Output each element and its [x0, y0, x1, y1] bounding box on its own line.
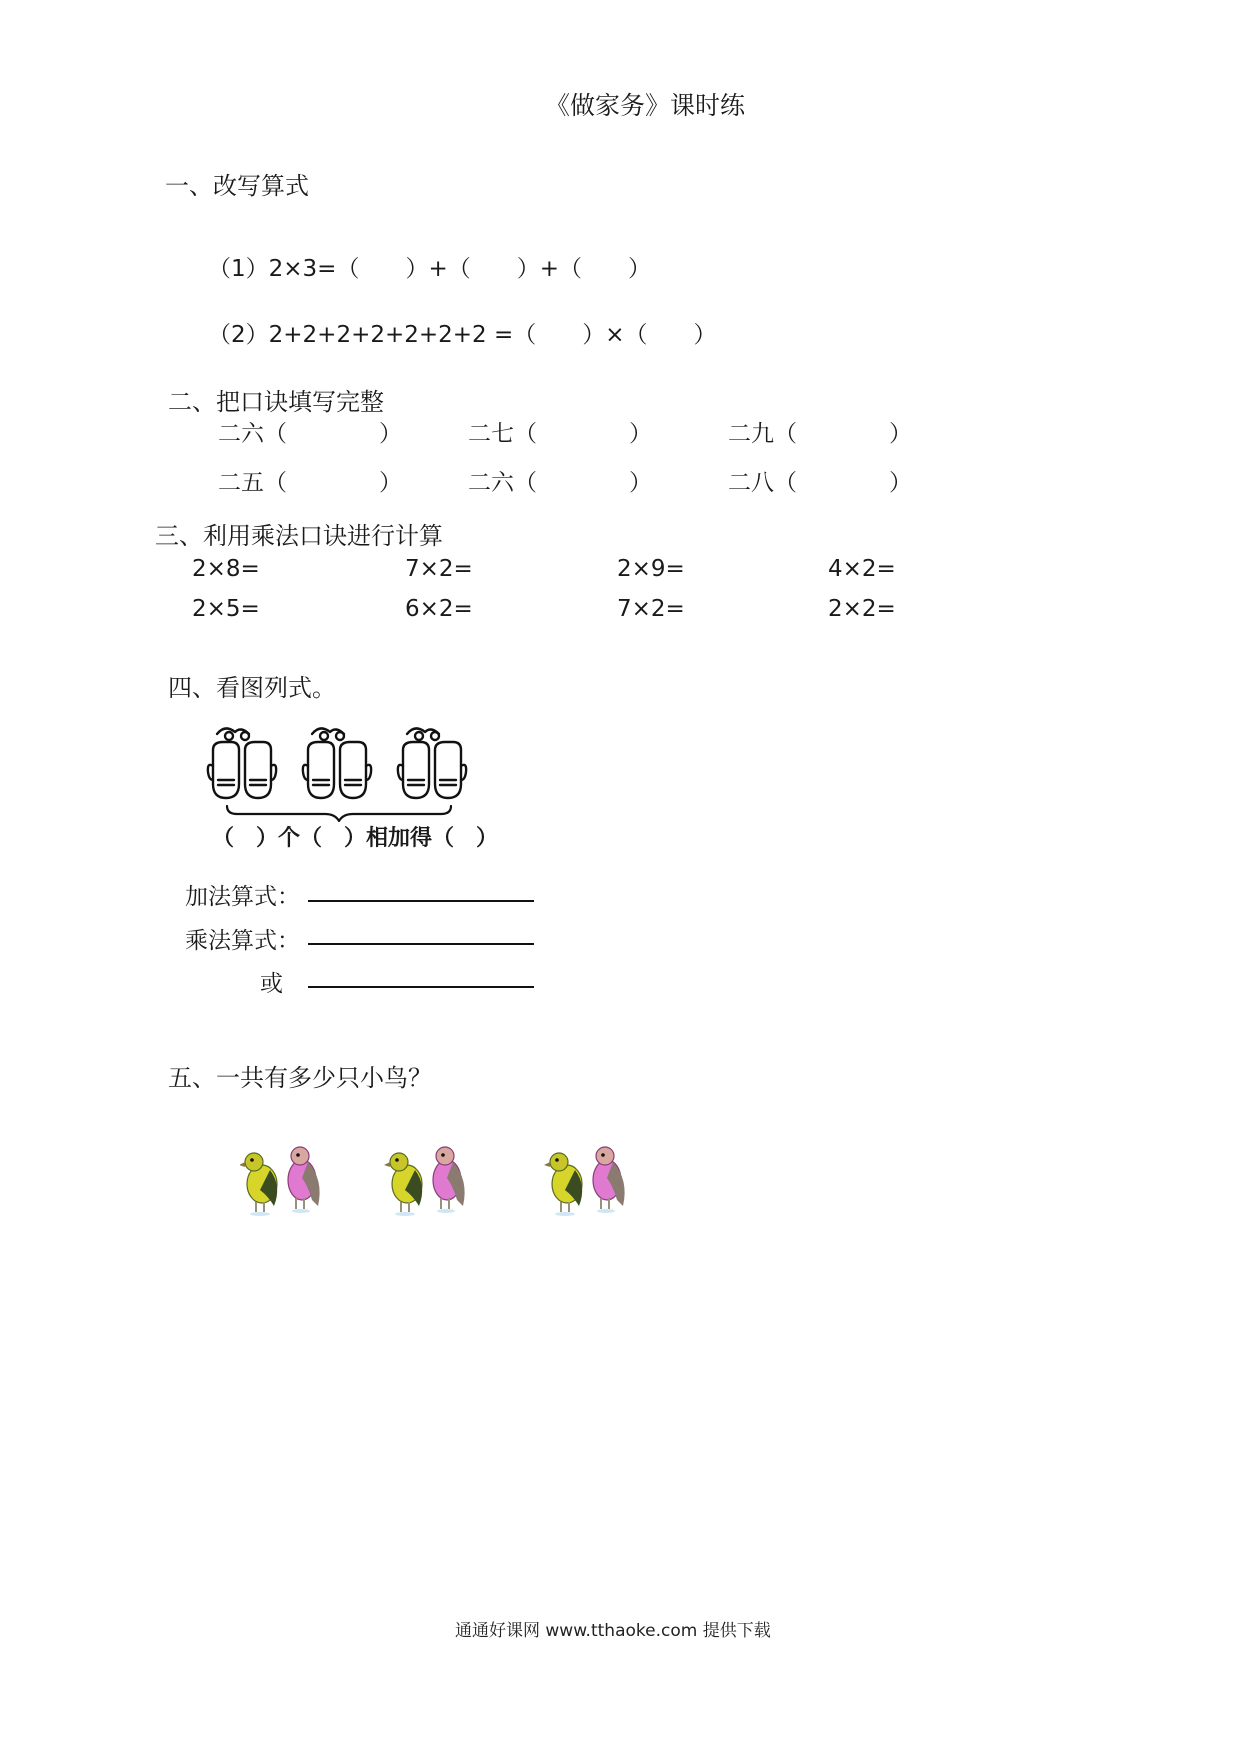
- footer-text: 通通好课网 www.tthaoke.com 提供下载: [455, 1621, 771, 1641]
- or-label: 或: [260, 971, 283, 997]
- question-1-1: （1）2×3=（ ）+（ ）+（ ）: [208, 256, 651, 282]
- bird-pair: [384, 1147, 465, 1216]
- addition-label: 加法算式：: [185, 884, 300, 910]
- calc-item: 2×2=: [828, 596, 896, 622]
- question-1-2: （2）2+2+2+2+2+2+2 =（ ）×（ ）: [208, 322, 717, 348]
- multiplication-answer-line[interactable]: [308, 943, 534, 945]
- calc-item: 2×5=: [192, 596, 260, 622]
- mitten-pair: [208, 728, 276, 798]
- calc-item: 7×2=: [617, 596, 685, 622]
- calc-item: 4×2=: [828, 556, 896, 582]
- bird-pair: [544, 1147, 625, 1216]
- rhyme-item: 二八（ ）: [728, 470, 912, 496]
- bird-pair: [240, 1147, 320, 1216]
- section-1-heading: 一、改写算式: [165, 172, 309, 200]
- birds-illustration: [240, 1140, 640, 1220]
- picture-caption: （ ）个（ ）相加得（ ）: [212, 826, 499, 851]
- calc-item: 2×9=: [617, 556, 685, 582]
- mittens-illustration: [205, 722, 475, 822]
- page-title: 《做家务》课时练: [545, 91, 746, 120]
- mitten-pair: [303, 728, 371, 798]
- section-4-heading: 四、看图列式。: [168, 674, 336, 702]
- rhyme-item: 二九（ ）: [728, 421, 912, 447]
- calc-item: 7×2=: [405, 556, 473, 582]
- rhyme-item: 二七（ ）: [468, 421, 652, 447]
- curly-brace: [227, 806, 451, 821]
- multiplication-label: 乘法算式：: [185, 928, 300, 954]
- calc-item: 2×8=: [192, 556, 260, 582]
- rhyme-item: 二六（ ）: [218, 421, 402, 447]
- section-2-heading: 二、把口诀填写完整: [168, 388, 384, 416]
- calc-item: 6×2=: [405, 596, 473, 622]
- section-5-heading: 五、一共有多少只小鸟？: [168, 1064, 432, 1092]
- section-3-heading: 三、利用乘法口诀进行计算: [155, 522, 443, 550]
- addition-answer-line[interactable]: [308, 900, 534, 902]
- rhyme-item: 二五（ ）: [218, 470, 402, 496]
- alternative-answer-line[interactable]: [308, 986, 534, 988]
- mitten-pair: [398, 728, 466, 798]
- rhyme-item: 二六（ ）: [468, 470, 652, 496]
